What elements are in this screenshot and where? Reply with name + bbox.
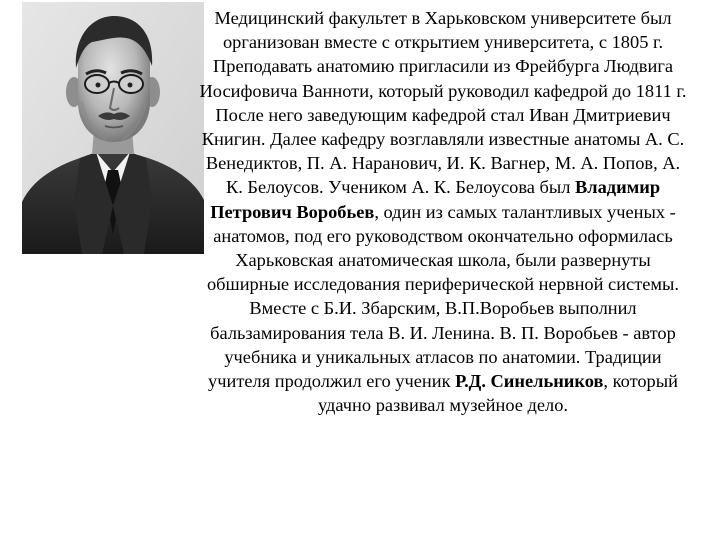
name-vorobyov: Владимир Петрович Воробьев: [210, 177, 661, 222]
portrait-illustration: [22, 2, 204, 254]
name-sinelnikov: Р.Д. Синельников: [455, 371, 604, 392]
paragraph-part-2: , один из самых талантливых ученых - анатомов, под его руководством окончательно оформилась Харьковская анатомическая школа, были развернуты обширные исследования периферической нервной системы. Вместе с Б.И. Збарским, В.П.Воробьев выполнил бальзамирования тела В. И. Ленина. В. П. Воробьев - автор учебника и уникальных атласов по анатомии. Традиции учителя продолжил его ученик: [206, 201, 679, 392]
paragraph-part-3: , который удачно развивал музейное дело.: [317, 371, 678, 416]
portrait-photo: [22, 2, 204, 254]
paragraph-part-1: Медицинский факультет в Харьковском университете был организован вместе с открытием университета, с 1805 г. Преподавать анатомию пригласили из Фрейбурга Людвига Иосифовича Ванноти, который руководил кафедрой до 1811 г. После него заведующим кафедрой стал Иван Дмитриевич Книгин. Далее кафедру возглавляли известные анатомы А. С. Венедиктов, П. А. Наранович, И. К. Вагнер, М. А. Попов, А. К. Белоусов. Учеником А. К. Белоусова был: [199, 8, 687, 198]
main-text: [196, 6, 690, 417]
main-paragraph: [196, 6, 690, 417]
